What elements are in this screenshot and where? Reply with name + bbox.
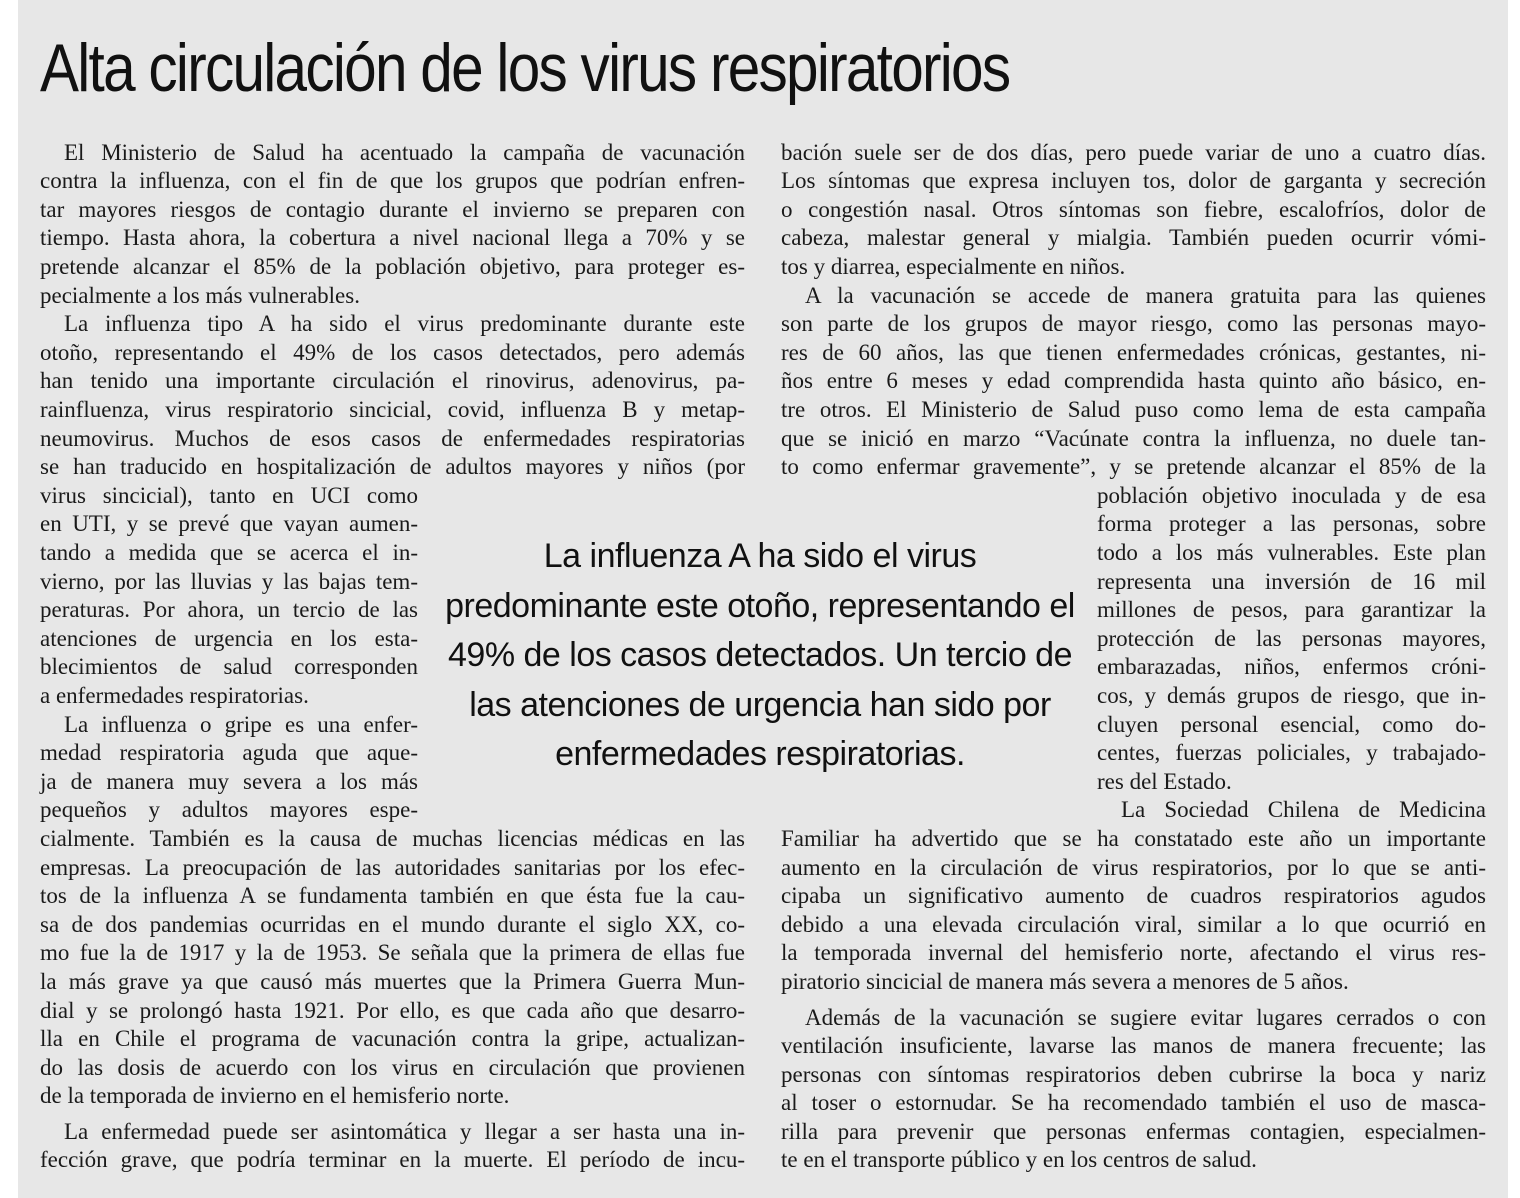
- article-line: tando a medida que se acerca el in-: [40, 540, 418, 565]
- article-line: la más grave ya que causó más muertes que la Primera Guerra Mun-: [40, 969, 745, 994]
- article-line: cabeza, malestar general y mialgia. También pueden ocurrir vómi-: [781, 225, 1486, 250]
- article-line: forma proteger a las personas, sobre: [1097, 511, 1486, 536]
- article-line: empresas. La preocupación de las autoridades sanitarias por los efec-: [40, 855, 745, 880]
- article-line: la temporada invernal del hemisferio norte, afectando el virus res-: [781, 940, 1486, 965]
- article-line: que se inició en marzo “Vacúnate contra la influenza, no duele tan-: [781, 426, 1486, 451]
- article-line: medad respiratoria aguda que aque-: [40, 740, 418, 765]
- article-line: tre otros. El Ministerio de Salud puso como lema de esta campaña: [781, 397, 1486, 422]
- article-line: otoño, representando el 49% de los casos detectados, pero además: [40, 340, 745, 365]
- article-line: Familiar ha advertido que se ha constatado este año un importante: [781, 826, 1486, 851]
- article-line: mo fue la de 1917 y la de 1953. Se señala que la primera de ellas fue: [40, 940, 745, 965]
- article-line: tos de la influenza A se fundamenta también en que ésta fue la cau-: [40, 883, 745, 908]
- article-line: representa una inversión de 16 mil: [1097, 569, 1486, 594]
- article-line: pequeños y adultos mayores espe-: [40, 797, 418, 822]
- article-line: blecimientos de salud corresponden: [40, 654, 418, 679]
- article-line: cluyen personal esencial, como do-: [1097, 712, 1486, 737]
- article-line: cipaba un significativo aumento de cuadros respiratorios agudos: [781, 883, 1486, 908]
- article-line: o congestión nasal. Otros síntomas son fiebre, escalofríos, dolor de: [781, 197, 1486, 222]
- article-line: pecialmente a los más vulnerables.: [40, 283, 360, 308]
- article-line: tar mayores riesgos de contagio durante el invierno se preparen con: [40, 197, 745, 222]
- article-line: do las dosis de acuerdo con los virus en circulación que provienen: [40, 1055, 745, 1080]
- article-line: todo a los más vulnerables. Este plan: [1097, 540, 1486, 565]
- article-line: La influenza o gripe es una enfer-: [64, 712, 418, 737]
- article-line: han tenido una importante circulación el rinovirus, adenovirus, pa-: [40, 368, 745, 393]
- article-line: ventilación insuficiente, lavarse las manos de manera frecuente; las: [781, 1033, 1486, 1058]
- article-line: al toser o estornudar. Se ha recomendado también el uso de masca-: [781, 1090, 1486, 1115]
- article-line: centes, fuerzas policiales, y trabajado-: [1097, 740, 1486, 765]
- article-line: millones de pesos, para garantizar la: [1097, 597, 1486, 622]
- article-line: cos, y demás grupos de riesgo, que in-: [1097, 683, 1486, 708]
- article-line: piratorio sincicial de manera más severa a menores de 5 años.: [781, 969, 1349, 994]
- headline: Alta circulación de los virus respiratorios: [40, 30, 1010, 106]
- article-line: embarazadas, niños, enfermos cróni-: [1097, 654, 1486, 679]
- article-line: aumento en la circulación de virus respiratorios, por lo que se anti-: [781, 855, 1486, 880]
- article-line: tos y diarrea, especialmente en niños.: [781, 254, 1126, 279]
- article-line: rilla para prevenir que personas enfermas contagien, especialmen-: [781, 1119, 1486, 1144]
- article-line: sa de dos pandemias ocurridas en el mundo durante el siglo XX, co-: [40, 912, 745, 937]
- article-line: se han traducido en hospitalización de adultos mayores y niños (por: [40, 454, 745, 479]
- article-line: vierno, por las lluvias y las bajas tem-: [40, 569, 418, 594]
- article-line: son parte de los grupos de mayor riesgo, como las personas mayo-: [781, 311, 1486, 336]
- article-line: protección de las personas mayores,: [1097, 626, 1486, 651]
- article-line: El Ministerio de Salud ha acentuado la campaña de vacunación: [64, 140, 745, 165]
- article-line: personas con síntomas respiratorios deben cubrirse la boca y nariz: [781, 1062, 1486, 1087]
- article-line: de la temporada de invierno en el hemisferio norte.: [40, 1083, 510, 1108]
- article-line: a enfermedades respiratorias.: [40, 683, 309, 708]
- article-line: población objetivo inoculada y de esa: [1097, 483, 1486, 508]
- article-line: tiempo. Hasta ahora, la cobertura a nivel nacional llega a 70% y se: [40, 225, 745, 250]
- article-line: contra la influenza, con el fin de que los grupos que podrían enfren-: [40, 168, 745, 193]
- article-line: to como enfermar gravemente”, y se pretende alcanzar el 85% de la: [781, 454, 1486, 479]
- article-line: Los síntomas que expresa incluyen tos, dolor de garganta y secreción: [781, 168, 1486, 193]
- article-line: atenciones de urgencia en los esta-: [40, 626, 418, 651]
- article-line: La enfermedad puede ser asintomática y llegar a ser hasta una in-: [64, 1119, 745, 1144]
- article-line: bación suele ser de dos días, pero puede variar de uno a cuatro días.: [781, 140, 1486, 165]
- article-line: ja de manera muy severa a los más: [40, 769, 418, 794]
- article-line: virus sincicial), tanto en UCI como: [40, 483, 418, 508]
- article-line: cialmente. También es la causa de muchas licencias médicas en las: [40, 826, 745, 851]
- article-line: fección grave, que podría terminar en la muerte. El período de incu-: [40, 1147, 745, 1172]
- article-line: en UTI, y se prevé que vayan aumen-: [40, 511, 418, 536]
- article-line: te en el transporte público y en los centros de salud.: [781, 1147, 1257, 1172]
- article-line: peraturas. Por ahora, un tercio de las: [40, 597, 418, 622]
- pull-quote: La influenza A ha sido el virus predominante este otoño, representando el 49% de los casos detectados. Un tercio de las atenciones de urgencia han sido por enfermedades respiratorias.: [445, 537, 1075, 773]
- article-line: dial y se prolongó hasta 1921. Por ello, es que cada año que desarro-: [40, 998, 745, 1023]
- article-line: Además de la vacunación se sugiere evitar lugares cerrados o con: [805, 1005, 1486, 1030]
- article-line: rainfluenza, virus respiratorio sincicial, covid, influenza B y metap-: [40, 397, 745, 422]
- article-line: ños entre 6 meses y edad comprendida hasta quinto año básico, en-: [781, 368, 1486, 393]
- article-line: lla en Chile el programa de vacunación contra la gripe, actualizan-: [40, 1026, 745, 1051]
- article-line: La influenza tipo A ha sido el virus predominante durante este: [64, 311, 745, 336]
- article-line: A la vacunación se accede de manera gratuita para las quienes: [805, 283, 1486, 308]
- article-line: neumovirus. Muchos de esos casos de enfermedades respiratorias: [40, 426, 745, 451]
- article-line: debido a una elevada circulación viral, similar a lo que ocurrió en: [781, 912, 1486, 937]
- article-line: La Sociedad Chilena de Medicina: [1121, 797, 1486, 822]
- article-line: pretende alcanzar el 85% de la población objetivo, para proteger es-: [40, 254, 745, 279]
- article-line: res del Estado.: [1097, 769, 1232, 794]
- article-line: res de 60 años, las que tienen enfermedades crónicas, gestantes, ni-: [781, 340, 1486, 365]
